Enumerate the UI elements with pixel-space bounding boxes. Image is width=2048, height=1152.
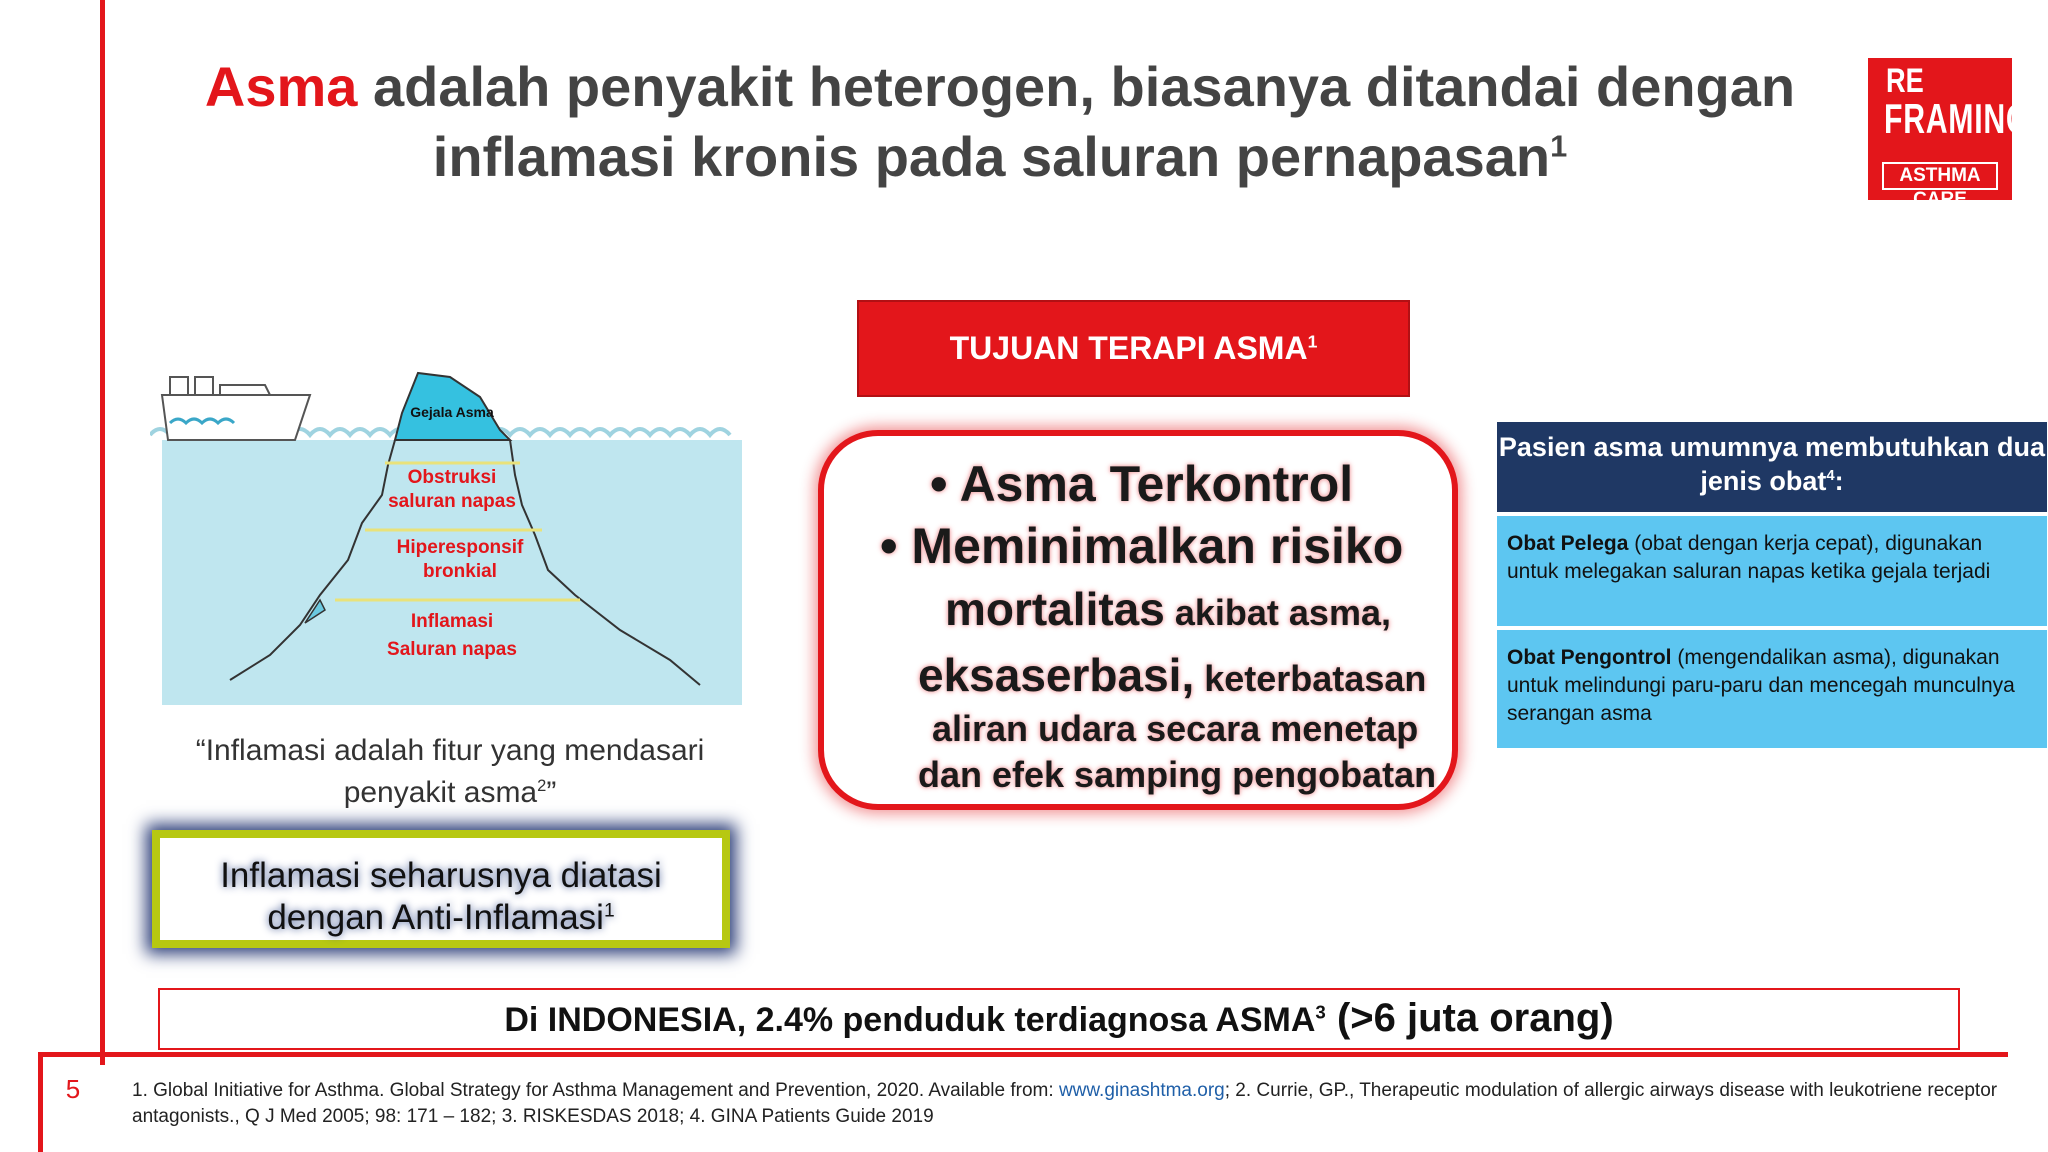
goal-line-3 [945,582,1391,636]
goal-line4-small: keterbatasan [1194,658,1427,699]
reliever-desc: (obat dengan kerja cepat), digunakan untuk melegakan saluran napas ketika gejala terjadi [1507,532,1991,583]
title-line1: adalah penyakit heterogen, biasanya ditandai dengan [357,55,1796,118]
reframing-logo [1868,58,2031,210]
goal-line3-small: akibat asma, [1164,592,1391,633]
label-gejala: Gejala Asma [410,404,494,420]
logo-line3: ASTHMA CARE [1882,162,1998,190]
label-inflamasi-a: Inflamasi [410,611,494,632]
label-inflamasi-b: Saluran napas [387,639,517,660]
inflammation-quote [120,730,780,814]
reliever-title: Obat Pelega [1507,532,1629,555]
bullet-dot: • [930,456,948,512]
stat-main: Di INDONESIA, 2.4% penduduk terdiagnosa ASMA [504,1001,1316,1039]
bullet-dot: • [880,518,898,574]
goal-bullet-1-text: Asma Terkontrol [959,456,1354,512]
controller-title: Obat Pengontrol [1507,646,1672,669]
slide-title [150,52,1850,192]
info-header-end: : [1834,466,1844,496]
title-line2: inflamasi kronis pada saluran pernapasan [432,125,1551,188]
indonesia-stat-text [158,993,1960,1045]
frame-vertical-line [100,0,105,1065]
stat-sup: 3 [1315,1001,1326,1023]
goal-bullet-1 [930,455,1353,513]
page-number: 5 [65,1074,81,1104]
title-sup: 1 [1550,128,1568,164]
label-hiper-a: Hiperesponsif [396,537,524,558]
label-obstruksi-b: saluran napas [388,491,516,512]
quote-line2: penyakit asma [343,776,538,809]
controller-desc: (mengendalikan asma), digunakan untuk melindungi paru-paru dan mencegah munculnya serangan asma [1507,646,2015,725]
goal-line3-big: mortalitas [945,583,1165,635]
goal-header-text: TUJUAN TERAPI ASMA [949,330,1308,366]
therapy-goal-header [857,300,1410,397]
label-hiper-b: bronkial [423,561,497,582]
goal-header-sup: 1 [1307,331,1318,352]
stat-big: (>6 juta orang) [1325,996,1614,1040]
info-header-line2: jenis obat [1700,466,1827,496]
quote-sup: 2 [537,777,547,795]
goal-line-6: dan efek samping pengobatan [918,754,1437,795]
anti-inflammation-text [152,855,730,939]
goal-line-5: aliran udara secara menetap [932,708,1419,749]
label-obstruksi-a: Obstruksi [407,467,497,488]
green-sup: 1 [603,900,615,922]
info-header-line1: Pasien asma umumnya membutuhkan dua [1498,432,2046,462]
medication-types-header [1497,422,2047,512]
goal-bullet-2 [880,517,1403,575]
ref-link[interactable]: www.ginashtma.org [1058,1080,1225,1101]
goal-bullet-2-text: Meminimalkan risiko [911,518,1404,574]
info-header-sup: 4 [1826,468,1835,484]
quote-end: ” [546,776,557,809]
controller-med-card [1497,630,2047,748]
reliever-med-card [1497,516,2047,626]
ref-part1: 1. Global Initiative for Asthma. Global Strategy for Asthma Management and Prevention, 2020. Available from: [132,1080,1059,1101]
logo-line2: FRAMING [1884,95,2031,142]
frame-horizontal-line [38,1052,2008,1057]
references [132,1078,2012,1130]
ship-icon [162,377,310,440]
logo-line1: RE [1886,62,1924,100]
goal-line4-big: eksaserbasi, [918,649,1195,701]
goal-line-4 [918,648,1426,702]
green-line1: Inflamasi seharusnya diatasi [220,856,662,895]
iceberg-illustration [150,355,750,715]
green-line2: dengan Anti-Inflamasi [267,898,604,937]
ref-part2: ; 2. Currie, GP., Therapeutic modulation of allergic airways disease with leukotriene receptor antagonists., Q J Med 2005; 98: 171 – 182; 3. RISKESDAS 2018; 4. GINA Patients Guide 2019 [132,1080,1998,1127]
quote-line1: “Inflamasi adalah fitur yang mendasari [195,734,705,767]
title-highlight: Asma [204,55,358,118]
